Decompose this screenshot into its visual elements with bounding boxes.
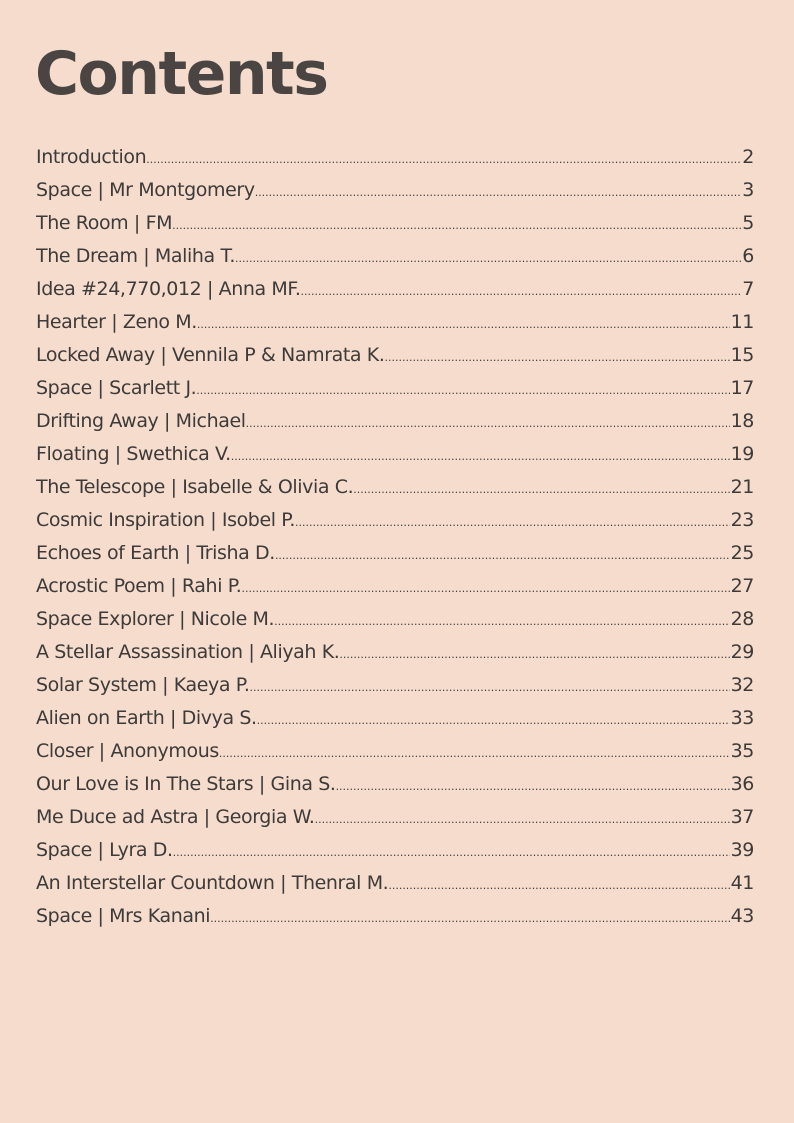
toc-page-number: 33 <box>730 707 754 729</box>
toc-page-number: 6 <box>742 245 754 267</box>
toc-entry[interactable] <box>36 405 754 438</box>
toc-page-number: 7 <box>742 278 754 300</box>
toc-page-number: 15 <box>730 344 754 366</box>
toc-dot-leader <box>315 801 730 834</box>
toc-entry[interactable] <box>36 702 754 735</box>
toc-entry-title: A Stellar Assassination | Aliyah K. <box>36 641 340 663</box>
toc-entry[interactable] <box>36 834 754 867</box>
toc-page-number: 18 <box>730 410 754 432</box>
toc-page-number: 3 <box>742 179 754 201</box>
toc-page-number: 19 <box>730 443 754 465</box>
toc-entry-title: Floating | Swethica V. <box>36 443 231 465</box>
toc-dot-leader <box>257 702 730 735</box>
toc-page-number: 35 <box>730 740 754 762</box>
toc-dot-leader <box>235 240 741 273</box>
toc-entry-title: Echoes of Earth | Trisha D. <box>36 542 275 564</box>
toc-entry[interactable] <box>36 504 754 537</box>
toc-page-number: 5 <box>742 212 754 234</box>
toc-entry-title: Solar System | Kaeya P. <box>36 674 250 696</box>
toc-entry[interactable] <box>36 537 754 570</box>
toc-entry[interactable] <box>36 669 754 702</box>
toc-entry[interactable] <box>36 900 754 933</box>
toc-dot-leader <box>339 636 729 669</box>
toc-dot-leader <box>219 735 730 768</box>
toc-entry-title: Space | Mrs Kanani <box>36 905 211 927</box>
toc-page-number: 17 <box>730 377 754 399</box>
toc-page-number: 32 <box>730 674 754 696</box>
toc-page-number: 39 <box>730 839 754 861</box>
toc-entry[interactable] <box>36 306 754 339</box>
toc-dot-leader <box>388 867 729 900</box>
toc-dot-leader <box>336 768 730 801</box>
toc-page-number: 21 <box>730 476 754 498</box>
toc-entry-title: Hearter | Zeno M. <box>36 311 197 333</box>
toc-dot-leader <box>196 372 729 405</box>
toc-dot-leader <box>172 207 741 240</box>
toc-page-number: 28 <box>730 608 754 630</box>
toc-dot-leader <box>231 438 730 471</box>
toc-entry-title: The Telescope | Isabelle & Olivia C. <box>36 476 354 498</box>
toc-page-number: 2 <box>742 146 754 168</box>
toc-entry-title: Acrostic Poem | Rahi P. <box>36 575 242 597</box>
toc-entry-title: Alien on Earth | Divya S. <box>36 707 257 729</box>
toc-dot-leader <box>353 471 729 504</box>
toc-entry[interactable] <box>36 801 754 834</box>
toc-page-number: 36 <box>730 773 754 795</box>
toc-entry-title: Idea #24,770,012 | Anna MF. <box>36 278 301 300</box>
toc-entry[interactable] <box>36 240 754 273</box>
toc-entry[interactable] <box>36 141 754 174</box>
toc-entry-title: Introduction <box>36 146 147 168</box>
toc-entry-title: Me Duce ad Astra | Georgia W. <box>36 806 315 828</box>
toc-dot-leader <box>197 306 730 339</box>
toc-entry[interactable] <box>36 174 754 207</box>
toc-entry-title: Drifting Away | Michael <box>36 410 246 432</box>
toc-dot-leader <box>210 900 730 933</box>
toc-entry[interactable] <box>36 570 754 603</box>
toc-page-number: 11 <box>730 311 754 333</box>
toc-page-number: 23 <box>730 509 754 531</box>
toc-dot-leader <box>301 273 742 306</box>
toc-entry[interactable] <box>36 207 754 240</box>
table-of-contents <box>36 141 754 933</box>
toc-dot-leader <box>250 669 730 702</box>
toc-page-number: 37 <box>730 806 754 828</box>
toc-dot-leader <box>295 504 730 537</box>
toc-entry-title: Space | Lyra D. <box>36 839 173 861</box>
toc-dot-leader <box>173 834 730 867</box>
toc-entry-title: Space Explorer | Nicole M. <box>36 608 275 630</box>
page-title: Contents <box>35 39 328 109</box>
toc-entry[interactable] <box>36 339 754 372</box>
toc-entry-title: Space | Scarlett J. <box>36 377 197 399</box>
toc-entry[interactable] <box>36 438 754 471</box>
toc-entry-title: The Room | FM <box>36 212 173 234</box>
toc-entry-title: Closer | Anonymous <box>36 740 219 762</box>
toc-entry[interactable] <box>36 273 754 306</box>
toc-entry[interactable] <box>36 768 754 801</box>
toc-page-number: 41 <box>730 872 754 894</box>
toc-entry[interactable] <box>36 372 754 405</box>
toc-page-number: 29 <box>730 641 754 663</box>
toc-page-number: 43 <box>730 905 754 927</box>
toc-dot-leader <box>385 339 730 372</box>
toc-entry[interactable] <box>36 867 754 900</box>
toc-page-number: 27 <box>730 575 754 597</box>
toc-entry-title: Our Love is In The Stars | Gina S. <box>36 773 336 795</box>
toc-entry-title: An Interstellar Countdown | Thenral M. <box>36 872 389 894</box>
toc-entry-title: The Dream | Maliha T. <box>36 245 236 267</box>
toc-entry-title: Space | Mr Montgomery <box>36 179 255 201</box>
toc-entry[interactable] <box>36 735 754 768</box>
toc-dot-leader <box>241 570 729 603</box>
toc-dot-leader <box>146 141 741 174</box>
toc-dot-leader <box>274 603 729 636</box>
toc-entry[interactable] <box>36 471 754 504</box>
toc-dot-leader <box>246 405 730 438</box>
toc-entry[interactable] <box>36 603 754 636</box>
toc-entry-title: Locked Away | Vennila P & Namrata K. <box>36 344 385 366</box>
toc-entry-title: Cosmic Inspiration | Isobel P. <box>36 509 296 531</box>
toc-entry[interactable] <box>36 636 754 669</box>
toc-page-number: 25 <box>730 542 754 564</box>
toc-dot-leader <box>275 537 730 570</box>
toc-dot-leader <box>255 174 742 207</box>
